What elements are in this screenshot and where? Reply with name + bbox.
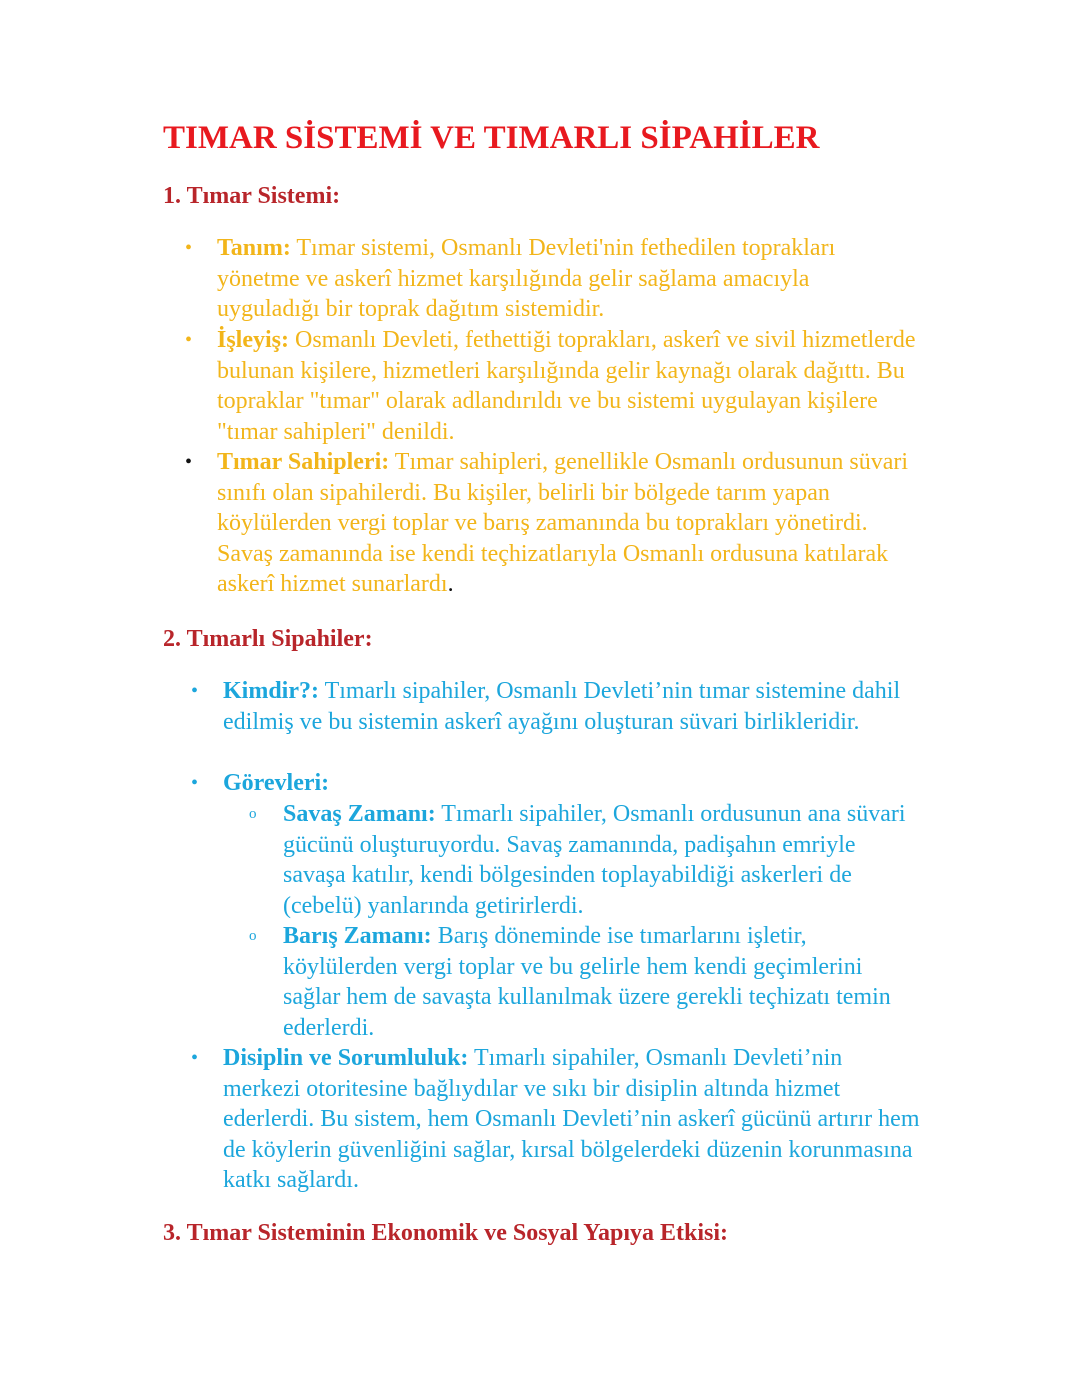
sublist-item-baris-zamani xyxy=(249,921,923,1043)
section-heading-timarli-sipahiler: 2. Tımarlı Sipahiler: xyxy=(163,626,373,652)
list-item-timar-sahipleri xyxy=(185,447,917,600)
section-heading-ekonomik-sosyal-etki: 3. Tımar Sisteminin Ekonomik ve Sosyal Yapıya Etkisi: xyxy=(163,1220,729,1246)
list-item-isleyis xyxy=(185,325,917,447)
bullet-dot-icon: • xyxy=(191,680,199,702)
list-item-text xyxy=(217,325,917,447)
list-item-body: Tımarlı sipahiler, Osmanlı ordusunun ana süvari gücünü oluşturuyordu. Savaş zamanında, padişahın emriyle savaşa katılır, kendi bölgesinden toplayabildiği askerleri de (cebelü) yanlarında getirirlerdi. xyxy=(283,801,906,919)
list-item-label: Disiplin ve Sorumluluk: xyxy=(223,1045,469,1071)
list-item-text xyxy=(217,447,917,600)
circle-bullet-icon: o xyxy=(249,928,257,944)
list-item-label: Barış Zamanı: xyxy=(283,923,432,949)
list-item-tanim xyxy=(185,233,917,325)
list-item-label: Tımar Sahipleri: xyxy=(217,449,390,475)
list-item-body: Barış döneminde ise tımarlarını işletir, köylülerden vergi toplar ve bu gelirle hem kendi geçimlerini sağlar hem de savaşta kullanılmak üzere gerekli teçhizatı temin ederlerdi. xyxy=(283,923,891,1041)
list-item-body: Tımarlı sipahiler, Osmanlı Devleti’nin tımar sistemine dahil edilmiş ve bu sistemin askerî ayağını oluşturan süvari birlikleridir. xyxy=(223,678,901,735)
list-item-end-period: . xyxy=(447,571,454,598)
list-item-kimdir xyxy=(191,676,923,737)
list-item-text xyxy=(223,676,923,737)
bullet-dot-icon: • xyxy=(185,329,193,351)
list-item-body: Osmanlı Devleti, fethettiği toprakları, askerî ve sivil hizmetlerde bulunan kişilere, hizmetleri karşılığında gelir kaynağı olarak dağıttı. Bu topraklar "tımar" olarak adlandırıldı ve bu sistemi uygulayan kişilere "tımar sahipleri" denildi. xyxy=(217,327,916,445)
list-item-body: Tımar sahipleri, genellikle Osmanlı ordusunun süvari sınıfı olan sipahilerdi. Bu kişiler, belirli bir bölgede tarım yapan köylülerden vergi toplar ve barış zamanında bu toprakları yönetirdi. Savaş zamanında ise kendi teçhizatlarıyla Osmanlı ordusuna katılarak askerî hizmet sunarlardı xyxy=(217,449,909,598)
document-title: TIMAR SİSTEMİ VE TIMARLI SİPAHİLER xyxy=(163,120,820,156)
list-item-text xyxy=(223,768,923,799)
list-item-label: Kimdir?: xyxy=(223,678,319,704)
circle-bullet-icon: o xyxy=(249,806,257,822)
bullet-dot-icon: • xyxy=(191,1047,199,1069)
section-heading-timar-sistemi: 1. Tımar Sistemi: xyxy=(163,183,341,209)
list-item-disiplin xyxy=(191,1043,923,1196)
bullet-dot-icon: • xyxy=(191,772,199,794)
sublist-item-savas-zamani xyxy=(249,799,923,921)
list-item-text xyxy=(223,1043,923,1196)
list-item-label: Görevleri: xyxy=(223,770,330,796)
bullet-dot-icon: • xyxy=(185,451,193,473)
list-item-text xyxy=(217,233,917,325)
list-item-text xyxy=(283,799,923,921)
bullet-dot-icon: • xyxy=(185,237,193,259)
list-item-label: Savaş Zamanı: xyxy=(283,801,436,827)
list-item-label: Tanım: xyxy=(217,235,291,261)
list-item-gorevleri xyxy=(191,768,923,799)
list-item-body: Tımar sistemi, Osmanlı Devleti'nin fethedilen toprakları yönetme ve askerî hizmet karşılığında gelir sağlama amacıyla uyguladığı bir toprak dağıtım sistemidir. xyxy=(217,235,836,323)
list-item-text xyxy=(283,921,923,1043)
list-item-label: İşleyiş: xyxy=(217,327,289,353)
list-item-body: Tımarlı sipahiler, Osmanlı Devleti’nin merkezi otoritesine bağlıydılar ve sıkı bir disiplin altında hizmet ederlerdi. Bu sistem, hem Osmanlı Devleti’nin askerî gücünü artırır hem de köylerin güvenliğini sağlar, kırsal bölgelerdeki düzenin korunmasına katkı sağlardı. xyxy=(223,1045,920,1194)
